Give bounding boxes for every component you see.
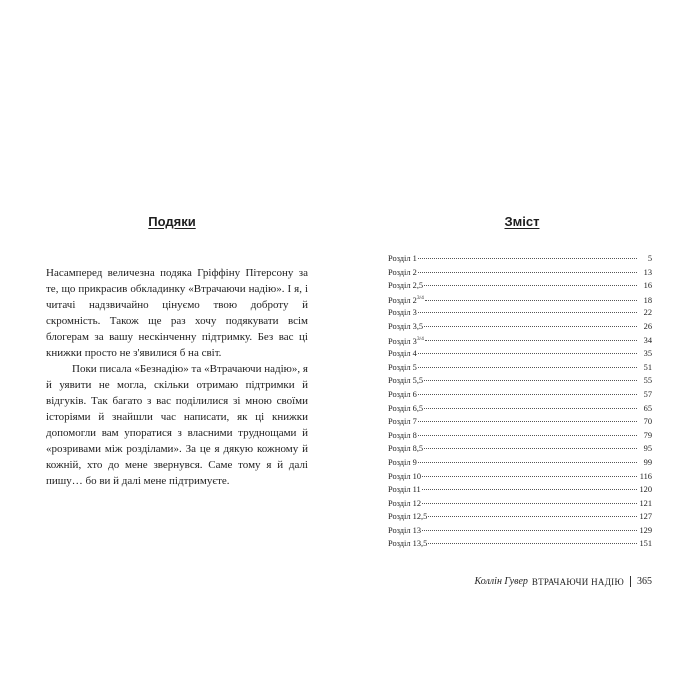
toc-entry-page: 22 [643, 308, 652, 318]
toc-entry [388, 268, 652, 282]
toc-entry-page: 99 [643, 457, 652, 467]
toc-entry-label-text: Розділ 3,5 [388, 321, 424, 331]
footer-divider [630, 576, 631, 587]
table-of-contents [388, 254, 652, 553]
toc-entry-page: 120 [639, 485, 652, 495]
toc-entry-label-text: Розділ 13,5 [388, 539, 428, 549]
toc-entry [388, 526, 652, 540]
toc-entry [388, 390, 652, 404]
toc-entry-fraction: 3/4 [416, 294, 424, 301]
toc-entry-label-text: Розділ 5,5 [388, 376, 424, 386]
toc-entry-label-text: Розділ 10 [388, 471, 422, 481]
toc-entry-page: 65 [643, 403, 652, 413]
toc-entry-label-text: Розділ 11 [388, 485, 421, 495]
toc-entry-page: 151 [639, 539, 652, 549]
toc-leader-dots [424, 285, 637, 286]
toc-entry-label [388, 526, 421, 535]
footer-book-title: ВТРАЧАЮЧИ НАДІЮ [531, 576, 624, 587]
toc-entry-label [388, 376, 423, 385]
page-number: 365 [637, 576, 652, 587]
toc-entry-label [388, 308, 417, 317]
toc-entry-page: 79 [643, 430, 652, 440]
toc-entry-label-text: Розділ 12 [388, 498, 422, 508]
toc-leader-dots [418, 353, 637, 354]
toc-entry-page: 129 [639, 525, 652, 535]
toc-entry [388, 254, 652, 268]
toc-entry [388, 363, 652, 377]
toc-entry-label [388, 268, 417, 277]
toc-entry-label-text: Розділ 9 [388, 457, 417, 467]
footer-author: Коллін Гувер [474, 576, 528, 587]
toc-entry [388, 539, 652, 553]
toc-leader-dots [418, 421, 637, 422]
toc-entry-label [388, 281, 423, 290]
toc-entry-page: 127 [639, 512, 652, 522]
toc-entry [388, 376, 652, 390]
toc-entry [388, 404, 652, 418]
toc-entry-fraction: 3/4 [416, 335, 424, 342]
page-footer [474, 576, 652, 587]
toc-entry-label-text: Розділ 8,5 [388, 444, 424, 454]
toc-entry [388, 417, 652, 431]
toc-entry-label-text: Розділ 12,5 [388, 512, 428, 522]
toc-entry-label [388, 444, 423, 453]
toc-entry-label [388, 322, 423, 331]
toc-leader-dots [422, 503, 637, 504]
toc-entry-label [388, 458, 417, 467]
toc-entry-label [388, 499, 421, 508]
toc-entry-label [388, 363, 417, 372]
toc-entry [388, 336, 652, 350]
toc-entry-label [388, 295, 424, 305]
toc-entry-label [388, 472, 421, 481]
toc-entry-page: 16 [643, 281, 652, 291]
toc-leader-dots [418, 462, 637, 463]
toc-entry-label-text: Розділ 2 [388, 267, 417, 277]
toc-entry-label-text: Розділ 3 [388, 308, 417, 318]
toc-entry [388, 444, 652, 458]
toc-entry-label-text: Розділ 2 [388, 295, 417, 305]
toc-entry-label-text: Розділ 2,5 [388, 281, 424, 291]
toc-entry-page: 95 [643, 444, 652, 454]
toc-entry-page: 57 [643, 389, 652, 399]
toc-leader-dots [418, 435, 637, 436]
toc-entry-label-text: Розділ 6 [388, 389, 417, 399]
acknowledgements-title: Подяки [148, 214, 196, 229]
toc-entry [388, 472, 652, 486]
toc-entry [388, 349, 652, 363]
right-page [350, 0, 700, 700]
toc-entry-page: 116 [639, 471, 652, 481]
toc-entry-label [388, 512, 427, 521]
toc-leader-dots [424, 380, 637, 381]
toc-leader-dots [418, 394, 637, 395]
toc-entry-label [388, 485, 421, 494]
toc-leader-dots [424, 448, 637, 449]
toc-entry-page: 35 [643, 349, 652, 359]
toc-leader-dots [424, 408, 637, 409]
toc-entry-label-text: Розділ 8 [388, 430, 417, 440]
toc-leader-dots [418, 367, 637, 368]
toc-entry-label-text: Розділ 3 [388, 336, 417, 346]
toc-entry [388, 281, 652, 295]
paragraph: Насамперед величезна подяка Гріффіну Пітерсону за те, що прикрасив обкладинку «Втрачаючи надію». І я, і читачі надзвичайно цінуємо твою доброту й скромність. Також ще раз хочу подякувати всім блогерам за вашу нескінченну підтримку. Без вас ці книжки просто не з'явилися б на світ. [46, 267, 308, 359]
toc-entry-page: 34 [643, 336, 652, 346]
toc-entry-label [388, 431, 417, 440]
toc-entry-page: 18 [643, 295, 652, 305]
toc-entry-label-text: Розділ 7 [388, 417, 417, 427]
toc-entry [388, 485, 652, 499]
toc-leader-dots [418, 272, 637, 273]
toc-leader-dots [425, 300, 637, 301]
toc-entry-page: 13 [643, 267, 652, 277]
toc-entry-page: 51 [643, 362, 652, 372]
toc-entry [388, 431, 652, 445]
toc-entry [388, 322, 652, 336]
toc-entry-label [388, 539, 427, 548]
toc-entry-page: 70 [643, 417, 652, 427]
toc-entry-label-text: Розділ 13 [388, 525, 422, 535]
toc-entry [388, 499, 652, 513]
contents-title: Зміст [504, 214, 540, 229]
toc-entry [388, 308, 652, 322]
toc-leader-dots [428, 543, 637, 544]
toc-leader-dots [425, 340, 637, 341]
toc-leader-dots [422, 476, 637, 477]
toc-entry-label [388, 404, 423, 413]
toc-entry-label [388, 417, 417, 426]
toc-entry-label [388, 254, 417, 263]
toc-leader-dots [424, 326, 637, 327]
toc-entry-label-text: Розділ 1 [388, 254, 417, 263]
toc-entry-page: 26 [643, 321, 652, 331]
toc-leader-dots [422, 489, 637, 490]
toc-leader-dots [418, 312, 637, 313]
toc-leader-dots [422, 530, 637, 531]
toc-entry-label-text: Розділ 5 [388, 362, 417, 372]
toc-entry-label [388, 336, 424, 346]
acknowledgements-text [46, 265, 308, 489]
toc-entry [388, 295, 652, 309]
toc-entry-page: 5 [647, 254, 652, 263]
toc-entry-page: 121 [639, 498, 652, 508]
toc-leader-dots [428, 516, 637, 517]
toc-entry [388, 458, 652, 472]
toc-entry-label-text: Розділ 6,5 [388, 403, 424, 413]
paragraph: Поки писала «Безнадію» та «Втрачаючи надію», я й уявити не могла, скільки отримаю підтримки й відгуків. Так багато з вас поділилися зі мною своїми історіями й знайшли час написати, як ці книжки допомогли вам упоратися з власними труднощами й «розривами між розділами». За це я дякую кожному й кожній, хто до мене звернувся. Саме тому я й далі пишу… бо ви й далі мене підтримуєте. [46, 363, 308, 487]
toc-entry-label [388, 349, 417, 358]
toc-entry-label [388, 390, 417, 399]
toc-leader-dots [418, 258, 637, 259]
toc-entry-page: 55 [643, 376, 652, 386]
toc-entry-label-text: Розділ 4 [388, 349, 417, 359]
toc-entry [388, 512, 652, 526]
